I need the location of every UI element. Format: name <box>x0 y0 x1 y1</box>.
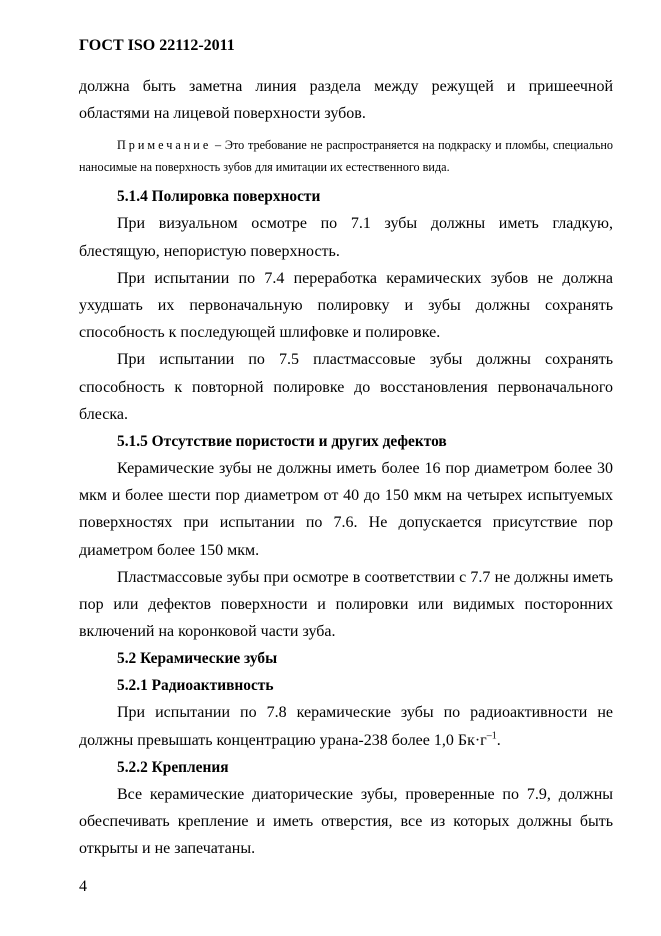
paragraph-5-2-1-end: . <box>496 731 501 749</box>
paragraph-5-1-4-c: При испытании по 7.5 пластмассовые зубы должны сохранять способность к повторной полировке до восстановления первоначального блеска. <box>79 351 613 423</box>
section-heading-5-2-1: 5.2.1 Радиоактивность <box>117 677 274 695</box>
section-heading-5-2: 5.2 Керамические зубы <box>117 650 278 668</box>
page-number: 4 <box>79 878 87 895</box>
note-text: – Это требование не распространяется на подкраску и пломбы, специально наносимые на поверхность зубов для имитации их естественного вида. <box>79 138 613 175</box>
document-header: ГОСТ ISO 22112-2011 <box>79 37 235 54</box>
paragraph-5-1-5-a: Керамические зубы не должны иметь более 16 пор диаметром более 30 мкм и более шести пор диаметром от 40 до 150 мкм на четырех испытуемых поверхностях при испытании по 7.6. Не допускается присутствие пор диаметром более 150 мкм. <box>79 460 613 559</box>
paragraph-5-2-2: Все керамические диаторические зубы, проверенные по 7.9, должны обеспечивать крепление и иметь отверстия, все из которых должны быть открыты и не запечатаны. <box>79 785 613 858</box>
section-heading-5-1-4: 5.1.4 Полировка поверхности <box>117 188 321 206</box>
paragraph-5-1-4-a: При визуальном осмотре по 7.1 зубы должны иметь гладкую, блестящую, непористую поверхность. <box>79 215 613 260</box>
paragraph-continuation: должна быть заметна линия раздела между режущей и пришеечной областями на лицевой поверхности зубов. <box>79 78 613 123</box>
document-page <box>79 37 613 862</box>
paragraph-5-2-1 <box>79 699 613 753</box>
section-heading-5-2-2: 5.2.2 Крепления <box>117 758 229 776</box>
unit-exponent: –1 <box>486 730 497 742</box>
note-paragraph <box>79 134 613 178</box>
paragraph-5-1-5-b: Пластмассовые зубы при осмотре в соответствии с 7.7 не должны иметь пор или дефектов поверхности и полировки или видимых посторонних включений на коронковой части зуба. <box>79 568 613 641</box>
paragraph-5-1-4-b: При испытании по 7.4 переработка керамических зубов не должна ухудшать их первоначальную полировку и зубы должны сохранять способность к последующей шлифовке и полировке. <box>79 269 613 342</box>
section-heading-5-1-5: 5.1.5 Отсутствие пористости и других дефектов <box>117 433 447 451</box>
paragraph-5-2-1-main: При испытании по 7.8 керамические зубы по радиоактивности не должны превышать концентрацию урана-238 более 1,0 Бк·г <box>79 704 613 749</box>
note-label: Примечание <box>117 138 212 153</box>
